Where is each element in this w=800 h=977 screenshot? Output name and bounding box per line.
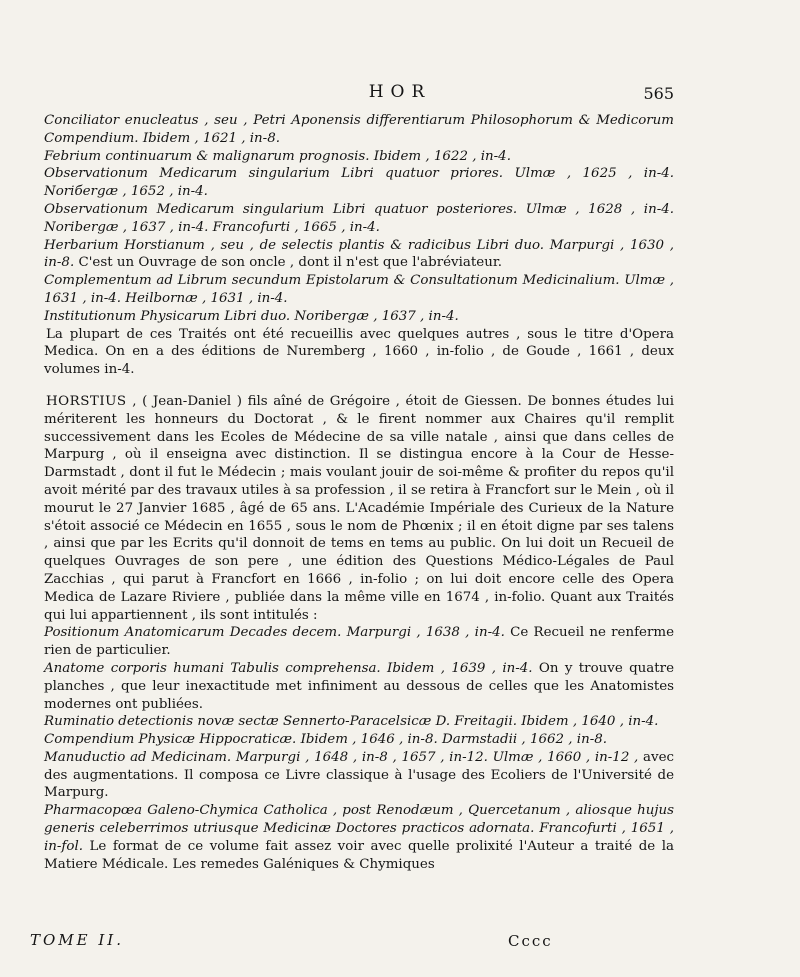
bibliography-entry [44, 237, 674, 273]
bibliography-entry [44, 731, 674, 749]
work-title: Herbarium Horstianum , seu , de selectis plantis & radicibus Libri duo. Marpurgi , 1630 , in-8. [44, 237, 674, 271]
work-title: Febrium continuarum & malignarum prognosis. Ibidem , 1622 , in-4. [44, 148, 511, 164]
bibliography-entry [44, 749, 674, 802]
work-title: Compendium Physicæ Hippocraticæ. Ibidem , 1646 , in-8. Darmstadii , 1662 , in-8. [44, 732, 608, 748]
work-title: Complementum ad Librum secundum Epistolarum & Consultationum Medicinalium. Ulmæ , 1631 , in-4. Heilbornæ , 1631 , in-4. [44, 273, 674, 306]
signature-mark: Cccc [508, 932, 553, 950]
page-number: 565 [643, 84, 674, 103]
entry-note: C'est un Ouvrage de son oncle , dont il n'est que l'abréviateur. [74, 255, 502, 271]
entry-note: Ce Recueil ne renferme rien de particulier. [44, 625, 675, 659]
bibliography-entry [44, 148, 674, 166]
bibliography-entry [44, 713, 674, 731]
bibliography-entry [44, 165, 674, 201]
bibliography-entry [44, 660, 674, 713]
work-title: Observationum Medicarum singularium Libri quatuor priores. Ulmæ , 1625 , in-4. Norібergæ , 1652 , in-4. [44, 166, 674, 200]
body-text [44, 112, 674, 873]
running-title: HOR [368, 82, 432, 102]
work-title: Conciliator enucleatus , seu , Petri Aponensis differentiarum Philosophorum & Medicorum Compendium. Ibidem , 1621 , in-8. [44, 113, 674, 146]
work-title: Observationum Medicarum singularium Libri quatuor posteriores. Ulmæ , 1628 , in-4. Noribergæ , 1637 , in-4. Francofurti , 1665 , in-4. [44, 201, 674, 235]
bibliography-entry [44, 201, 674, 237]
bibliography-entry [44, 802, 674, 873]
work-title: Anatome corporis humani Tabulis comprehensa. Ibidem , 1639 , in-4. [44, 660, 533, 676]
article-headword: HORSTIUS [46, 393, 127, 409]
entry-note: On y trouve quatre planches , que leur inexactitude met infiniment au dessous de celles que les Anatomistes modernes ont publiées. [44, 660, 674, 712]
bibliography-entry [44, 272, 674, 308]
bibliography-entry [44, 624, 674, 660]
work-title: Ruminatio detectionis novæ sectæ Sennerto-Paracelsicæ D. Freitagii. Ibidem , 1640 , in-4. [44, 714, 659, 730]
work-title: Positionum Anatomicarum Decades decem. Marpurgi , 1638 , in-4. [44, 625, 505, 641]
article-text: , ( Jean-Daniel ) fils aîné de Grégoire , étoit de Giessen. De bonnes études lui mériterent les honneurs du Doctorat , & le firent nommer aux Chaires qu'il remplit successivement dans les Ecoles de Médecine de sa ville natale , ainsi que dans celles de Marpurg , où il enseigna avec distinction. Il se distingua encore à la Cour de Hesse-Darmstadt , dont il fut le Médecin ; mais voulant jouir de soi-même & profiter du repos qu'il avoit mérité par des travaux utiles à sa profession , il se retira à Francfort sur le Mein , où il mourut le 27 Janvier 1685 , âgé de 65 ans. L'Académie Impériale des Curieux de la Nature s'étoit associé ce Médecin en 1655 , sous le nom de Phœnix ; il en étoit digne par ses talens , ainsi que par les Ecrits qu'il donnoit de tems en tems au public. On lui doit un Recueil de quelques Ouvrages de son pere , une édition des Questions Médico-Légales de Paul Zacchias , qui parut à Francfort en 1666 , in-folio ; on lui doit encore celle des Opera Medica de Lazare Riviere , publiée dans la même ville en 1674 , in-folio. Quant aux Traités qui lui appartiennent , ils sont intitulés : [44, 393, 674, 623]
running-head [0, 78, 800, 108]
work-title: Manuductio ad Medicinam. Marpurgi , 1648 , in-8 , 1657 , in-12. Ulmæ , 1660 , in-12 , [44, 749, 639, 765]
bibliography-entry [44, 308, 674, 326]
section-gap [44, 379, 674, 393]
article-horstius [44, 393, 674, 624]
volume-label: TOME II. [30, 931, 124, 949]
entry-note: avec des augmentations. Il composa ce Livre classique à l'usage des Ecoliers de l'Université de Marpurg. [44, 749, 674, 801]
work-title: Institutionum Physicarum Libri duo. Noribergæ , 1637 , in-4. [44, 308, 459, 324]
paragraph-opera: La plupart de ces Traités ont été recueillis avec quelques autres , sous le titre d'Opera Medica. On en a des éditions de Nuremberg , 1660 , in-folio , de Goude , 1661 , deux volumes in-4. [44, 326, 674, 378]
entry-note: Le format de ce volume fait assez voir avec quelle prolixité l'Auteur a traité de la Matiere Médicale. Les remedes Galéniques & Chymiques [44, 838, 674, 872]
bibliography-entry [44, 112, 674, 148]
work-title: Pharmacopœa Galeno-Chymica Catholica , post Renodæum , Quercetanum , aliosque hujus generis celeberrimos utriusque Medicinæ Doctores practicos adornata. Francofurti , 1651 , in-fol. [44, 803, 674, 854]
page-footer [0, 931, 800, 961]
